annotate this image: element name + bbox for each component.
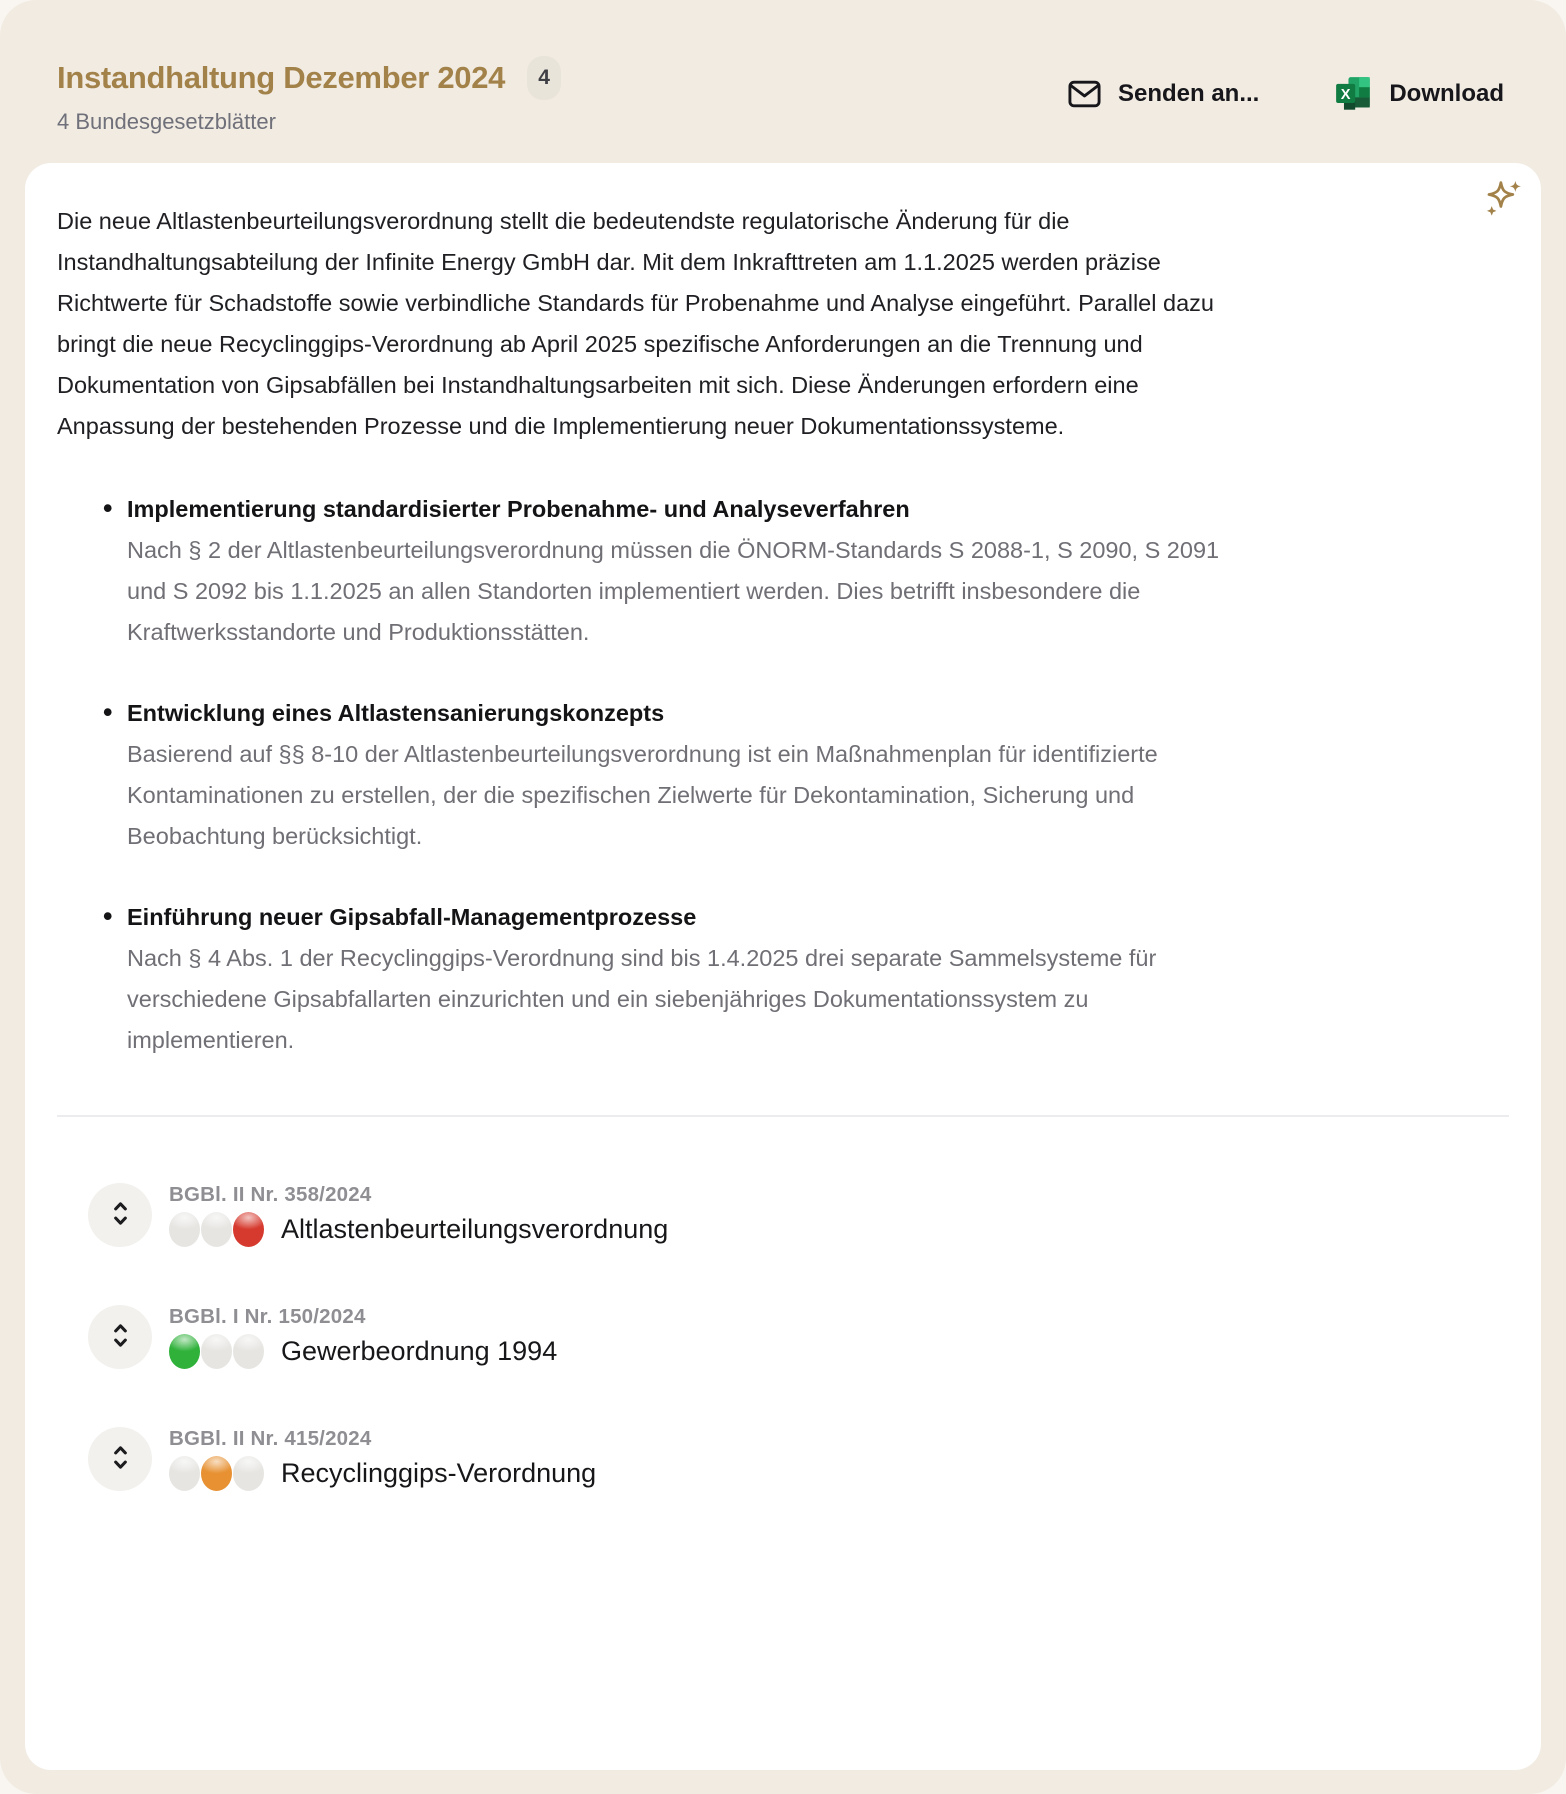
reorder-button[interactable] (88, 1427, 152, 1491)
status-dot-red-slot (233, 1212, 264, 1247)
status-dot-orange-slot (201, 1212, 232, 1247)
section-divider (57, 1115, 1509, 1117)
key-point-item (57, 897, 1242, 1061)
count-badge: 4 (527, 56, 561, 100)
key-point-heading: • Einführung neuer Gipsabfall-Managementprozesse (127, 904, 697, 930)
status-dot-red-slot (233, 1334, 264, 1369)
sort-up-down-icon (108, 1321, 133, 1353)
sort-up-down-icon (108, 1443, 133, 1475)
status-dot-orange-slot (201, 1456, 232, 1491)
gazette-number: BGBl. II Nr. 415/2024 (169, 1427, 372, 1450)
header (0, 0, 1566, 135)
reorder-button[interactable] (88, 1305, 152, 1369)
document-info (169, 1305, 557, 1369)
download-label: Download (1389, 80, 1504, 107)
status-traffic-light (169, 1212, 264, 1247)
gazette-number: BGBl. I Nr. 150/2024 (169, 1305, 366, 1328)
reorder-button[interactable] (88, 1183, 152, 1247)
document-main (169, 1456, 596, 1491)
status-dot-orange-slot (201, 1334, 232, 1369)
key-point-item (57, 489, 1242, 653)
key-points-list (57, 489, 1242, 1061)
status-dot-green-slot (169, 1334, 200, 1369)
send-to-label: Senden an... (1117, 80, 1260, 107)
document-main (169, 1334, 557, 1369)
status-traffic-light (169, 1456, 264, 1491)
document-list (57, 1183, 1509, 1491)
document-row[interactable] (88, 1183, 1509, 1247)
document-row[interactable] (88, 1427, 1509, 1491)
status-dot-green-slot (169, 1456, 200, 1491)
key-point-heading: • Implementierung standardisierter Probenahme- und Analyseverfahren (127, 496, 910, 522)
excel-icon (1335, 76, 1372, 112)
key-point-body: Basierend auf §§ 8-10 der Altlastenbeurteilungsverordnung ist ein Maßnahmenplan für identifizierte Kontaminationen zu erstellen, der die spezifischen Zielwerte für Dekontamination, Sicherung und Beobachtung berücksichtigt. (127, 741, 1158, 849)
header-left (57, 56, 561, 135)
ai-sparkle-icon (1482, 176, 1526, 225)
key-point-body: Nach § 4 Abs. 1 der Recyclinggips-Verordnung sind bis 1.4.2025 drei separate Sammelsysteme für verschiedene Gipsabfallarten einzurichten und ein siebenjähriges Dokumentationssystem zu implementieren. (127, 945, 1157, 1053)
key-point-body: Nach § 2 der Altlastenbeurteilungsverordnung müssen die ÖNORM-Standards S 2088-1, S 2090, S 2091 und S 2092 bis 1.1.2025 an allen Standorten implementiert werden. Dies betrifft insbesondere die Kraftwerksstandorte und Produktionsstätten. (127, 537, 1220, 645)
download-button[interactable] (1335, 76, 1504, 112)
status-dot-green-slot (169, 1212, 200, 1247)
svg-text:X: X (1341, 87, 1351, 104)
summary-text: Die neue Altlastenbeurteilungsverordnung stellt die bedeutendste regulatorische Änderung für die Instandhaltungsabteilung der Infinite Energy GmbH dar. Mit dem Inkrafttreten am 1.1.2025 werden präzise Richtwerte für Schadstoffe sowie verbindliche Standards für Probenahme und Analyse eingeführt. Parallel dazu bringt die neue Recyclinggips-Verordnung ab April 2025 spezifische Anforderungen an die Trennung und Dokumentation von Gipsabfällen bei Instandhaltungsarbeiten mit sich. Diese Änderungen erfordern eine Anpassung der bestehenden Prozesse und die Implementierung neuer Dokumentationssysteme. (57, 208, 1214, 439)
subtitle: 4 Bundesgesetzblätter (57, 109, 276, 134)
status-traffic-light (169, 1334, 264, 1369)
key-point-item (57, 693, 1242, 857)
document-info (169, 1183, 668, 1247)
document-title: Recyclinggips-Verordnung (281, 1458, 597, 1488)
send-to-button[interactable] (1068, 80, 1259, 108)
header-actions (1068, 56, 1504, 112)
title-row (57, 56, 561, 100)
envelope-icon (1068, 80, 1101, 108)
sort-up-down-icon (108, 1199, 133, 1231)
document-info (169, 1427, 596, 1491)
status-dot-red-slot (233, 1456, 264, 1491)
document-title: Altlastenbeurteilungsverordnung (281, 1214, 669, 1244)
document-row[interactable] (88, 1305, 1509, 1369)
gazette-number: BGBl. II Nr. 358/2024 (169, 1183, 372, 1206)
key-point-heading: • Entwicklung eines Altlastensanierungskonzepts (127, 700, 665, 726)
summary-card (25, 163, 1541, 1770)
document-main (169, 1212, 668, 1247)
document-title: Gewerbeordnung 1994 (281, 1336, 558, 1366)
page-title: Instandhaltung Dezember 2024 (57, 60, 506, 95)
